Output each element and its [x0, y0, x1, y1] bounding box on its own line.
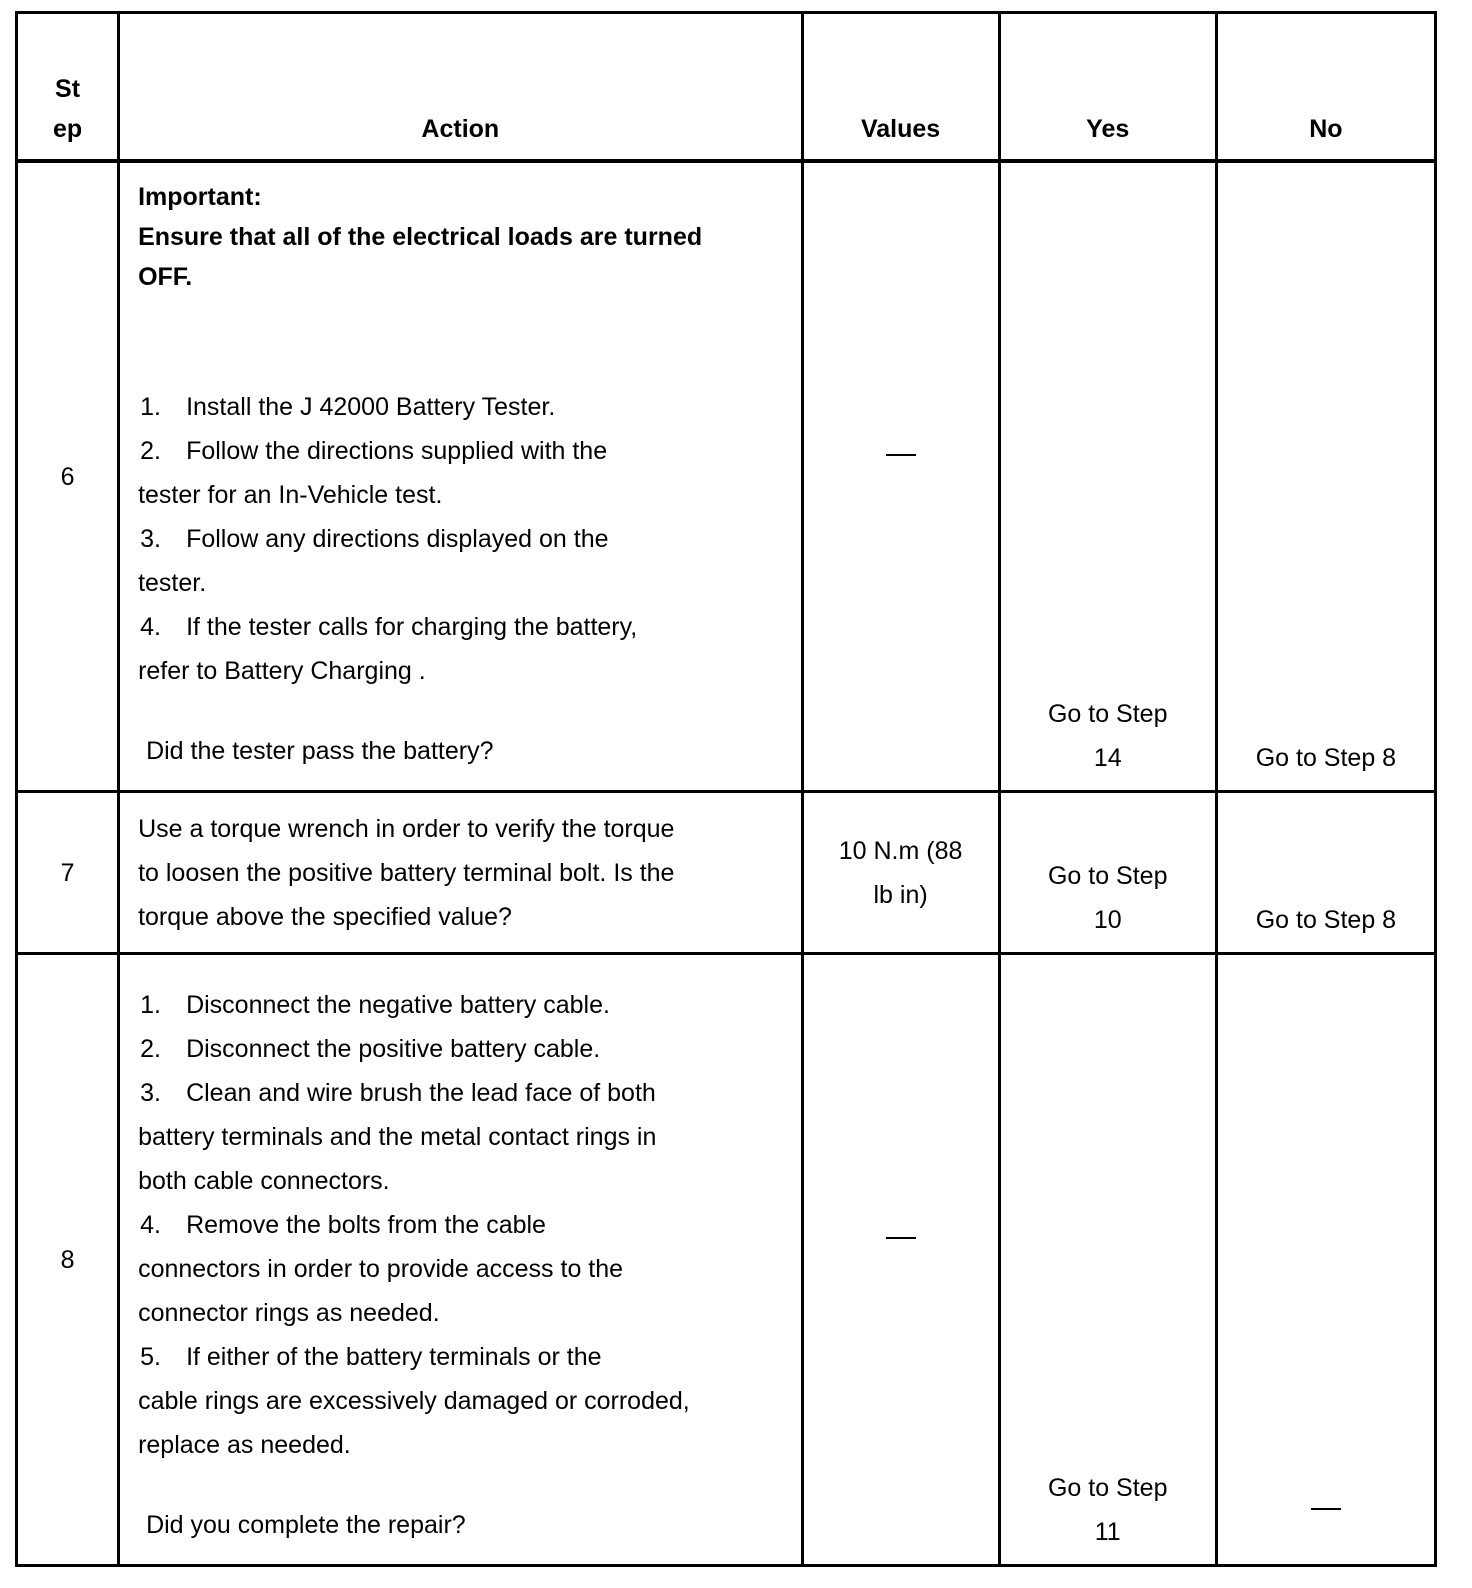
yes-line2: 14 [1093, 744, 1122, 773]
list-item: 2. Follow the directions supplied with the [140, 437, 608, 466]
table-row-step-8 [17, 954, 1436, 1566]
list-item: 5. If either of the battery terminals or the [140, 1343, 602, 1372]
header-yes: Yes [999, 13, 1216, 162]
yes-cell [999, 954, 1216, 1566]
yes-line2: 10 [1093, 906, 1122, 935]
values-cell [802, 954, 999, 1566]
values-cell [802, 161, 999, 792]
table-row-step-6 [17, 161, 1436, 792]
header-action: Action [119, 13, 802, 162]
table-row-step-7 [17, 792, 1436, 954]
yes-line2: 11 [1094, 1518, 1121, 1546]
header-step-line1: St [55, 75, 81, 104]
step-number: 7 [17, 792, 119, 954]
list-item: 3. Clean and wire brush the lead face of both [140, 1079, 656, 1108]
list-item: 4. If the tester calls for charging the battery, [140, 613, 638, 642]
important-text-line1: Ensure that all of the electrical loads are turned [138, 223, 703, 252]
em-dash [886, 1237, 916, 1283]
important-text-line2: OFF. [138, 263, 193, 292]
action-list: 1. Disconnect the negative battery cable. 2. Disconnect the positive battery cable. 3. Clean and wire brush the lead face of both battery terminals and the metal contact rings in both cable connectors. 4. Remove the bolts from the cable connectors in order to provide access to the connector rings as needed. 5. If either of the battery terminals or the cable rings are excessively damaged or corroded, replace as needed. [138, 969, 782, 1467]
important-note [138, 163, 782, 297]
no-cell [1216, 954, 1435, 1566]
yes-cell [999, 792, 1216, 954]
header-step [17, 13, 119, 162]
action-cell [119, 954, 802, 1566]
action-list: 1. Install the J 42000 Battery Tester. 2. Follow the directions supplied with the tester for an In-Vehicle test. 3. Follow any directions displayed on the tester. 4. If the tester calls for charging the battery, refer to Battery Charging . [138, 385, 782, 693]
em-dash [886, 454, 916, 500]
action-cell [119, 161, 802, 792]
yes-line1: Go to Step [1047, 862, 1168, 891]
diagnostic-table [15, 11, 1437, 1567]
values-line1: 10 N.m (88 [838, 837, 963, 866]
em-dash [1311, 1508, 1341, 1554]
question-text: Did the tester pass the battery? [146, 737, 494, 766]
list-item: 1. Install the J 42000 Battery Tester. [140, 393, 556, 422]
list-item: 4. Remove the bolts from the cable [140, 1211, 546, 1240]
step-number: 6 [17, 161, 119, 792]
header-no: No [1216, 13, 1435, 162]
yes-line1: Go to Step [1047, 1474, 1168, 1502]
no-cell [1216, 161, 1435, 792]
header-step-line2: ep [52, 115, 83, 144]
no-text: Go to Step 8 [1255, 906, 1397, 935]
header-row [17, 13, 1436, 162]
list-item: 2. Disconnect the positive battery cable. [140, 1035, 601, 1064]
yes-line1: Go to Step [1047, 700, 1168, 729]
header-values: Values [802, 13, 999, 162]
yes-cell [999, 161, 1216, 792]
no-cell [1216, 792, 1435, 954]
step-number: 8 [17, 954, 119, 1566]
action-cell: Use a torque wrench in order to verify the torque to loosen the positive battery terminal bolt. Is the torque above the specified value? [119, 792, 802, 954]
question-text: Did you complete the repair? [146, 1511, 466, 1540]
important-label: Important: [138, 183, 262, 212]
list-item: 3. Follow any directions displayed on the [140, 525, 609, 554]
values-cell [802, 792, 999, 954]
no-text: Go to Step 8 [1255, 744, 1397, 773]
list-item: 1. Disconnect the negative battery cable. [140, 991, 610, 1020]
values-line2: lb in) [873, 881, 928, 910]
